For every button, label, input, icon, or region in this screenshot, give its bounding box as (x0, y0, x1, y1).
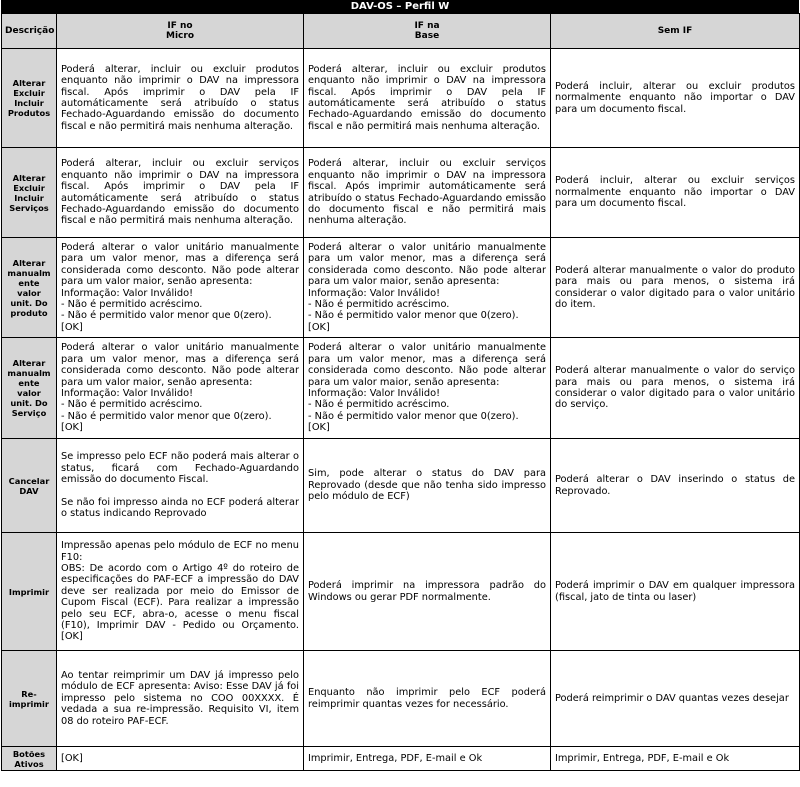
row-label-text: Re- imprimir (9, 688, 49, 709)
cell-text: Poderá alterar manualmente o valor do serviço para mais ou para menos, o sistema irá considerar o valor digitado para o valor unitário do serviço. (555, 365, 795, 411)
cell-sem-if (551, 49, 800, 148)
cell-text: Poderá alterar o valor unitário manualmente para um valor menor, mas a diferença será considerada como desconto. Não pode alterar para um valor maior, senão apresenta: Informação: Valor Inválido! - Não é permitido acréscimo. - Não é permitido valor menor que 0(zero). [OK] (61, 342, 299, 434)
permissions-table (1, 13, 800, 771)
cell-text: Poderá incluir, alterar ou excluir serviços normalmente enquanto não importar o DAV para um documento fiscal. (555, 175, 795, 210)
cell-text: Poderá alterar manualmente o valor do produto para mais ou para menos, o sistema irá considerar o valor digitado para o valor unitário do item. (555, 264, 795, 310)
cell-text: Imprimir, Entrega, PDF, E-mail e Ok (308, 752, 483, 764)
cell-text: [OK] (61, 752, 83, 764)
cell-if-micro (57, 49, 304, 148)
row-label (2, 747, 57, 771)
cell-if-base (304, 148, 551, 238)
cell-if-micro (57, 747, 304, 771)
cell-if-base (304, 238, 551, 338)
cell-sem-if (551, 533, 800, 651)
cell-sem-if (551, 338, 800, 439)
cell-if-micro (57, 338, 304, 439)
header-if-micro (57, 14, 304, 49)
table-row (2, 747, 800, 771)
cell-sem-if (551, 148, 800, 238)
cell-if-base (304, 49, 551, 148)
cell-text: Se impresso pelo ECF não poderá mais alterar o status, ficará com Fechado-Aguardando emissão do documento Fiscal. (61, 451, 299, 486)
cell-text: Poderá alterar, incluir ou excluir serviços enquanto não imprimir o DAV na impressora fiscal. Após imprimir o DAV pela IF automáticamente será atribuído o status Fechado-Aguardando emissão do documento fiscal e não permitirá mais nenhuma alteração. (61, 158, 299, 227)
cell-text: Impressão apenas pelo módulo de ECF no menu F10: OBS: De acordo com o Artigo 4º do roteiro de especificações do PAF-ECF a impressão do DAV deve ser realizada por meio do Emissor de Cupom Fiscal (ECF). Para realizar a impressão pelo seu ECF, abra-o, acesse o menu fiscal (F10), Imprimir DAV - Pedido ou Orçamento. [OK] (61, 540, 299, 643)
cell-text: Poderá imprimir o DAV em qualquer impressora (fiscal, jato de tinta ou laser) (555, 580, 795, 603)
cell-if-micro (57, 148, 304, 238)
cell-text: Poderá alterar o valor unitário manualmente para um valor menor, mas a diferença será considerada como desconto. Não pode alterar para um valor maior, senão apresenta: Informação: Valor Inválido! - Não é permitido acréscimo. - Não é permitido valor menor que 0(zero). [OK] (61, 241, 299, 333)
cell-if-micro (57, 439, 304, 533)
cell-text: Poderá incluir, alterar ou excluir produtos normalmente enquanto não importar o DAV para um documento fiscal. (555, 80, 795, 115)
cell-if-base (304, 439, 551, 533)
cell-text: Poderá alterar o valor unitário manualmente para um valor menor, mas a diferença será considerada como desconto. Não pode alterar para um valor maior, senão apresenta: Informação: Valor Inválido! - Não é permitido acréscimo. - Não é permitido valor menor que 0(zero). [OK] (308, 241, 546, 333)
row-label (2, 651, 57, 747)
cell-text: Enquanto não imprimir pelo ECF poderá reimprimir quantas vezes for necessário. (308, 687, 546, 710)
cell-text-2: Se não foi impresso ainda no ECF poderá alterar o status indicando Reprovado (61, 496, 299, 520)
cell-text: Poderá alterar, incluir ou excluir produtos enquanto não imprimir o DAV na impressora fiscal. Após imprimir o DAV pela IF automáticamente será atribuído o status Fechado-Aguardando emissão do documento fiscal e não permitirá mais nenhuma alteração. (308, 63, 546, 132)
table-row (2, 651, 800, 747)
cell-text: Ao tentar reimprimir um DAV já impresso pelo módulo de ECF apresenta: Aviso: Esse DAV já foi impresso pelo sistema no COO 00XXXX. É vedada a sua re-impressão. Requisito VI, item 08 do roteiro PAF-ECF. (61, 669, 299, 727)
table-row (2, 238, 800, 338)
cell-sem-if (551, 238, 800, 338)
cell-text: Poderá alterar o DAV inserindo o status de Reprovado. (555, 474, 795, 497)
document-title: DAV-OS – Perfil W (1, 0, 799, 13)
table-row (2, 533, 800, 651)
header-descricao: Descrição (2, 14, 57, 49)
row-label (2, 238, 57, 338)
document-page (1, 0, 799, 771)
header-if-base-label: IF na Base (414, 21, 440, 41)
cell-text: Poderá alterar, incluir ou excluir serviços enquanto não imprimir o DAV na impressora fiscal. Após imprimir automáticamente será atribuído o status Fechado-Aguardando emissão do documento fiscal e não permitirá mais nenhuma alteração. (308, 158, 546, 227)
row-label-text: Alterar manualm ente valor unit. Do produto (7, 257, 51, 318)
row-label (2, 338, 57, 439)
table-header-row (2, 14, 800, 49)
header-if-micro-label: IF no Micro (166, 21, 194, 41)
cell-if-micro (57, 533, 304, 651)
cell-if-base (304, 533, 551, 651)
cell-if-base (304, 651, 551, 747)
header-sem-if: Sem IF (551, 14, 800, 49)
row-label-text: Alterar manualm ente valor unit. Do Serviço (7, 358, 51, 418)
row-label-text: Alterar Excluir Incluir Serviços (9, 172, 49, 213)
cell-if-base (304, 747, 551, 771)
table-row (2, 338, 800, 439)
cell-text: Imprimir, Entrega, PDF, E-mail e Ok (555, 752, 730, 764)
table-row (2, 439, 800, 533)
cell-text: Poderá alterar, incluir ou excluir produtos enquanto não imprimir o DAV na impressora fiscal. Após imprimir o DAV pela IF automáticamente será atribuído o status Fechado-Aguardando emissão do documento fiscal e não permitirá mais nenhuma alteração. (61, 63, 299, 132)
row-label-text: Botões Ativos (12, 748, 46, 769)
cell-text: Poderá imprimir na impressora padrão do Windows ou gerar PDF normalmente. (308, 580, 546, 603)
row-label-text: Alterar Excluir Incluir Produtos (7, 78, 51, 118)
cell-sem-if (551, 651, 800, 747)
row-label-text: Cancelar DAV (8, 475, 50, 496)
row-label (2, 439, 57, 533)
cell-sem-if (551, 747, 800, 771)
table-row (2, 49, 800, 148)
header-if-base (304, 14, 551, 49)
row-label (2, 49, 57, 148)
cell-if-micro (57, 651, 304, 747)
cell-if-base (304, 338, 551, 439)
cell-text: Sim, pode alterar o status do DAV para Reprovado (desde que não tenha sido impresso pelo módulo de ECF) (308, 468, 546, 503)
row-label (2, 533, 57, 651)
cell-text: Poderá alterar o valor unitário manualmente para um valor menor, mas a diferença será considerada como desconto. Não pode alterar para um valor maior, senão apresenta: Informação: Valor Inválido! - Não é permitido acréscimo. - Não é permitido valor menor que 0(zero). [OK] (308, 342, 546, 434)
table-row (2, 148, 800, 238)
row-label-text: Imprimir (8, 586, 50, 597)
row-label (2, 148, 57, 238)
cell-text: Poderá reimprimir o DAV quantas vezes desejar (555, 692, 789, 704)
cell-sem-if (551, 439, 800, 533)
cell-if-micro (57, 238, 304, 338)
paragraph-gap (61, 486, 299, 497)
